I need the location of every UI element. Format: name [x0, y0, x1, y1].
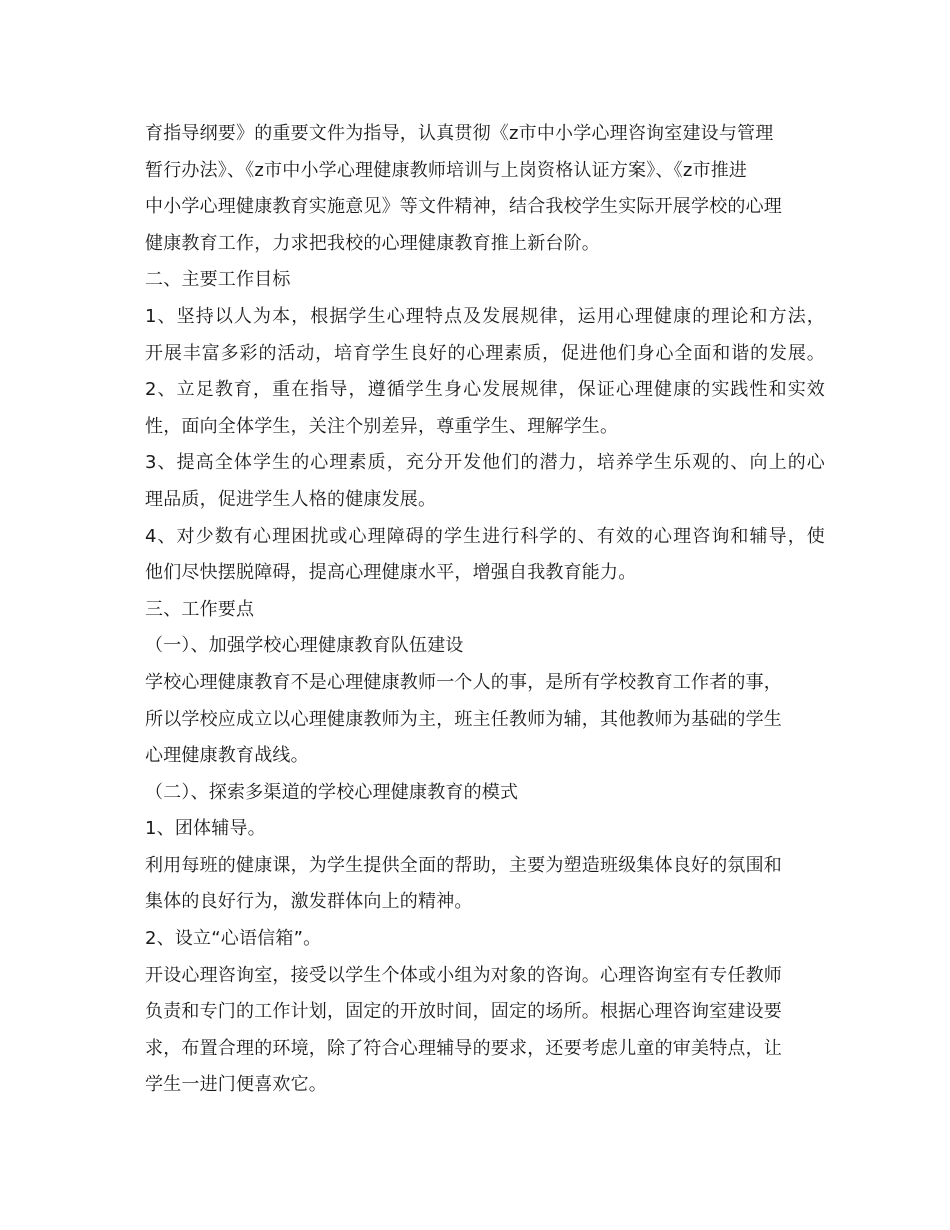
text-line: 学校心理健康教育不是心理健康教师一个人的事，是所有学校教育工作者的事， — [145, 671, 782, 693]
text-line: 性，面向全体学生，关注个别差异，尊重学生、理解学生。 — [145, 415, 619, 437]
text-line: 开设心理咨询室，接受以学生个体或小组为对象的咨询。心理咨询室有专任教师 — [145, 964, 782, 986]
text-line: 1、坚持以人为本，根据学生心理特点及发展规律，运用心理健康的理论和方法， — [145, 305, 825, 327]
text-line: 开展丰富多彩的活动，培育学生良好的心理素质，促进他们身心全面和谐的发展。 — [145, 342, 825, 364]
text-line: 健康教育工作，力求把我校的心理健康教育推上新台阶。 — [145, 232, 600, 254]
text-line: 1、团体辅导。 — [145, 818, 266, 840]
text-line: 2、立足教育，重在指导，遵循学生身心发展规律，保证心理健康的实践性和实效 — [145, 379, 825, 401]
text-line: 求，布置合理的环境，除了符合心理辅导的要求，还要考虑儿童的审美特点，让 — [145, 1037, 782, 1059]
text-line: 二、主要工作目标 — [145, 269, 291, 291]
text-line: 心理健康教育战线。 — [145, 745, 309, 767]
text-line: 3、提高全体学生的心理素质，充分开发他们的潜力，培养学生乐观的、向上的心 — [145, 452, 825, 474]
text-line: 理品质，促进学生人格的健康发展。 — [145, 488, 437, 510]
text-line: 学生一进门便喜欢它。 — [145, 1074, 327, 1096]
document-body — [145, 116, 825, 1104]
text-line: （一）、加强学校心理健康教育队伍建设 — [145, 635, 464, 657]
text-line: 暂行办法》、《z市中小学心理健康教师培训与上岗资格认证方案》、《z市推进 — [145, 159, 748, 181]
text-line: 育指导纲要》的重要文件为指导，认真贯彻《z市中小学心理咨询室建设与管理 — [145, 123, 774, 144]
text-line: 负责和专门的工作计划，固定的开放时间，固定的场所。根据心理咨询室建设要 — [145, 1001, 782, 1023]
text-line: 所以学校应成立以心理健康教师为主，班主任教师为辅，其他教师为基础的学生 — [145, 708, 782, 730]
text-line: 中小学心理健康教育实施意见》等文件精神，结合我校学生实际开展学校的心理 — [145, 196, 782, 218]
text-line: 集体的良好行为，激发群体向上的精神。 — [145, 891, 473, 913]
text-line: 4、对少数有心理困扰或心理障碍的学生进行科学的、有效的心理咨询和辅导，使 — [145, 525, 825, 547]
text-line: （二）、探索多渠道的学校心理健康教育的模式 — [145, 781, 519, 803]
text-line: 利用每班的健康课，为学生提供全面的帮助，主要为塑造班级集体良好的氛围和 — [145, 854, 782, 876]
text-line: 三、工作要点 — [145, 598, 255, 620]
text-line: 他们尽快摆脱障碍，提高心理健康水平，增强自我教育能力。 — [145, 562, 637, 584]
text-line: 2、设立“心语信箱”。 — [145, 928, 322, 950]
